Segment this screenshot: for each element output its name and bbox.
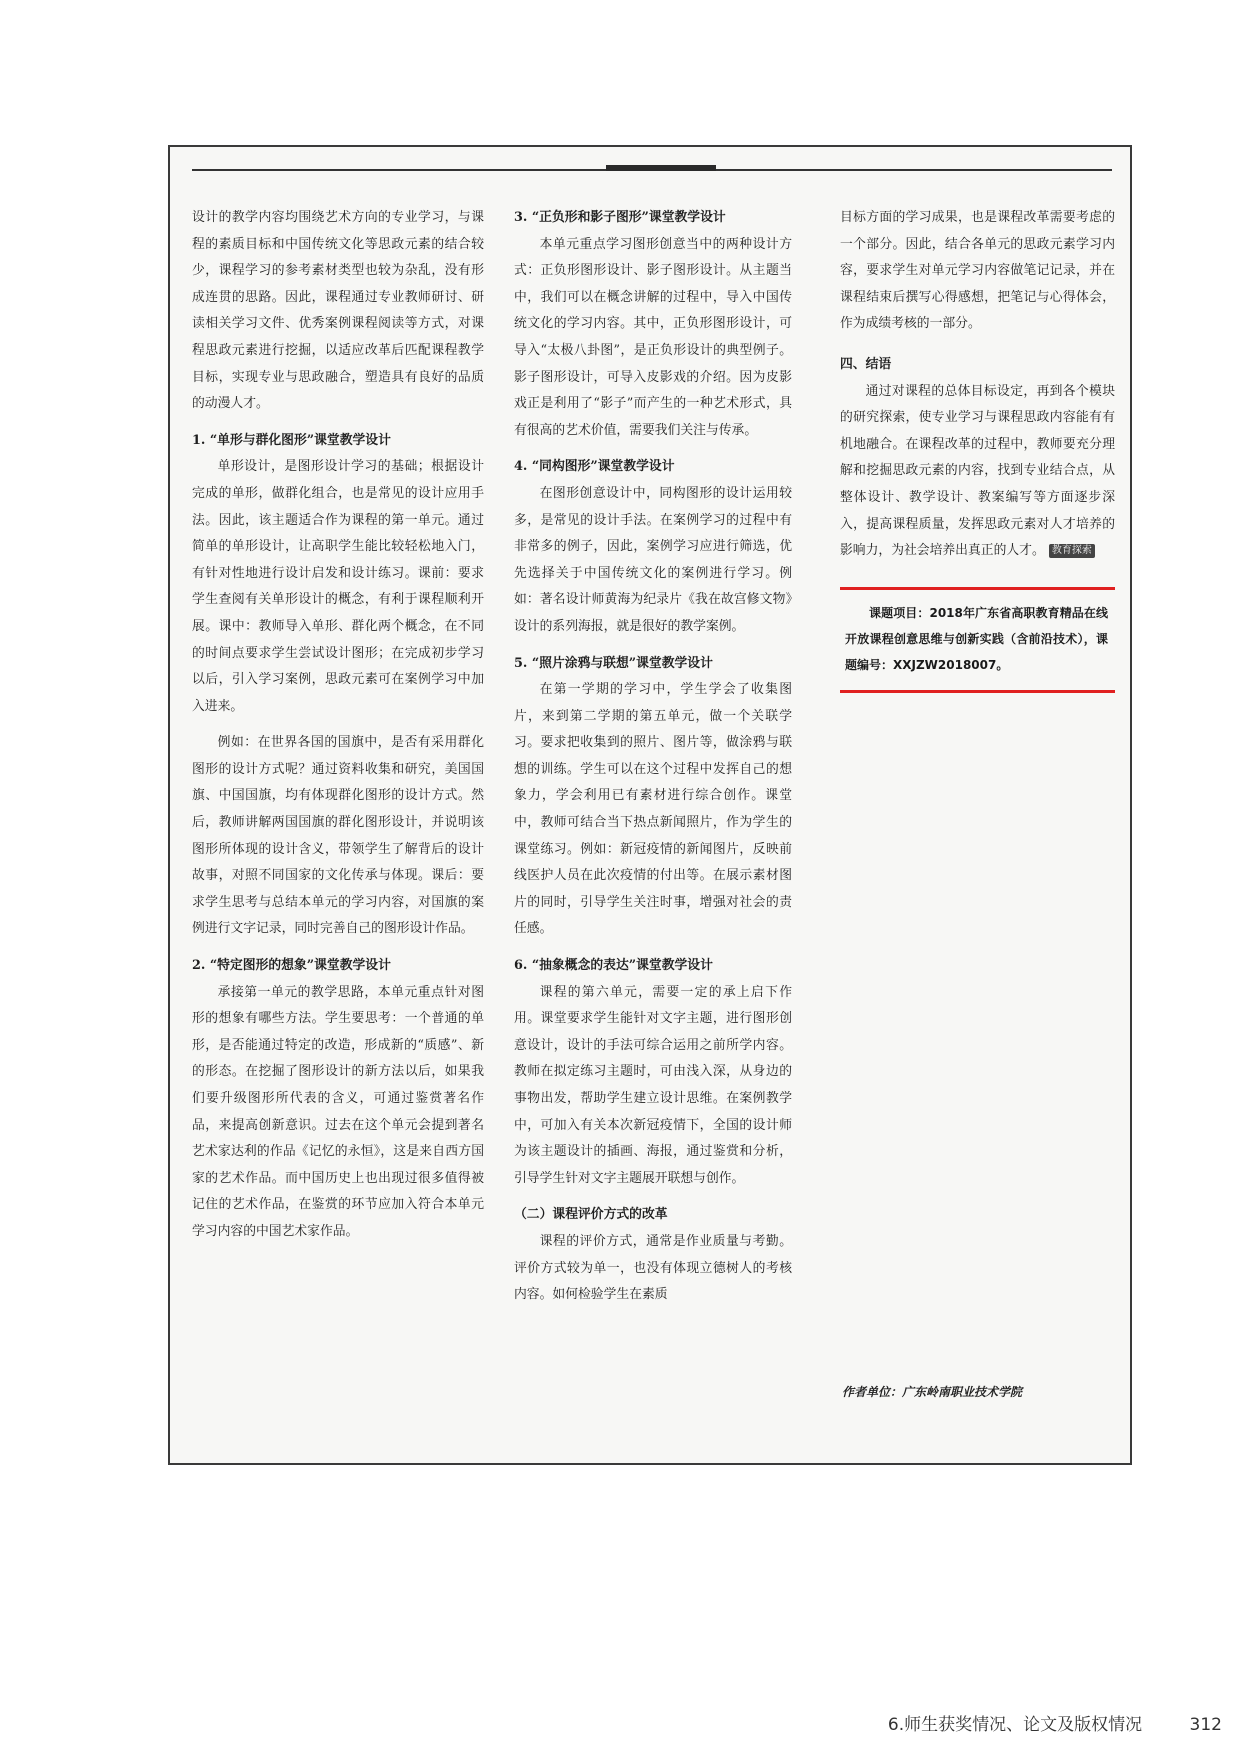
- paragraph: 课程的评价方式，通常是作业质量与考勤。评价方式较为单一，也没有体现立德树人的考核内容。如何检验学生在素质: [514, 1233, 792, 1303]
- section-heading: 1. “单形与群化图形”课堂教学设计: [192, 432, 391, 448]
- text-column-2: [514, 205, 792, 1433]
- page-footer: [888, 1710, 1222, 1735]
- section-heading: 5. “照片涂鸦与联想”课堂教学设计: [514, 655, 713, 671]
- footer-section-title: 6.师生获奖情况、论文及版权情况: [887, 1715, 1143, 1735]
- author-unit: 作者单位：广东岭南职业技术学院: [842, 1385, 1023, 1399]
- section-heading: 2. “特定图形的想象”课堂教学设计: [192, 958, 391, 974]
- paragraph: 目标方面的学习成果，也是课程改革需要考虑的一个部分。因此，结合各单元的思政元素学习内容，要求学生对单元学习内容做笔记记录，并在课程结束后撰写心得感想，把笔记与心得体会，作为成绩考核的一部分。: [840, 210, 1115, 332]
- paragraph: 例如：在世界各国的国旗中，是否有采用群化图形的设计方式呢？通过资料收集和研究，美国国旗、中国国旗，均有体现群化图形的设计方式。然后，教师讲解两国国旗的群化图形设计，并说明该图形所体现的设计含义，带领学生了解背后的设计故事，对照不同国家的文化传承与体现。课后：要求学生思考与总结本单元的学习内容，对国旗的案例进行文字记录，同时完善自己的图形设计作品。: [192, 735, 484, 937]
- section-heading: 3. “正负形和影子图形”课堂教学设计: [514, 210, 726, 225]
- paragraph-text: 通过对课程的总体目标设定，再到各个模块的研究探索，使专业学习与课程思政内容能有有机地融合。在课程改革的过程中，教师要充分理解和挖掘思政元素的内容，找到专业结合点，从整体设计、教学设计、教案编写等方面逐步深入，提高课程质量，发挥思政元素对人才培养的影响力，为社会培养出真正的人才。: [840, 383, 1115, 559]
- section-heading: 6. “抽象概念的表达”课堂教学设计: [514, 958, 713, 974]
- paragraph: 在图形创意设计中，同构图形的设计运用较多，是常见的设计手法。在案例学习的过程中有非常多的例子，因此，案例学习应进行筛选，优先选择关于中国传统文化的案例进行学习。例如：著名设计师黄海为纪录片《我在故宫修文物》设计的系列海报，就是很好的教学案例。: [514, 485, 792, 634]
- fund-note-highlight-box: [840, 587, 1115, 693]
- section-heading: （二）课程评价方式的改革: [514, 1207, 668, 1223]
- section-heading: 四、结语: [840, 356, 892, 372]
- text-column-1: [192, 205, 484, 1433]
- end-tag: 教育探索: [1049, 544, 1095, 558]
- section-heading: 4. “同构图形”课堂教学设计: [514, 459, 675, 475]
- fund-note: 课题项目：2018年广东省高职教育精品在线开放课程创意思维与创新实践（含前沿技术），课题编号：XXJZW2018007。: [845, 605, 1108, 672]
- page-number: 312: [1189, 1715, 1222, 1735]
- paragraph: 设计的教学内容均围绕艺术方向的专业学习，与课程的素质目标和中国传统文化等思政元素的结合较少，课程学习的参考素材类型也较为杂乱，没有形成连贯的思路。因此，课程通过专业教师研讨、研读相关学习文件、优秀案例课程阅读等方式，对课程思政元素进行挖掘，以适应改革后匹配课程教学目标，实现专业与思政融合，塑造具有良好的品质的动漫人才。: [192, 210, 484, 412]
- text-column-3: [840, 205, 1115, 1433]
- paragraph: 承接第一单元的教学思路，本单元重点针对图形的想象有哪些方法。学生要思考：一个普通的单形，是否能通过特定的改造，形成新的“质感”、新的形态。在挖掘了图形设计的新方法以后，如果我们要升级图形所代表的含义，可通过鉴赏著名作品，来提高创新意识。过去在这个单元会提到著名艺术家达利的作品《记忆的永恒》，这是来自西方国家的艺术作品。而中国历史上也出现过很多值得被记住的艺术作品，在鉴赏的环节应加入符合本单元学习内容的中国艺术家作品。: [192, 984, 484, 1239]
- paragraph: 本单元重点学习图形创意当中的两种设计方式：正负形图形设计、影子图形设计。从主题当中，我们可以在概念讲解的过程中，导入中国传统文化的学习内容。其中，正负形图形设计，可导入“太极八卦图”，是正负形设计的典型例子。影子图形设计，可导入皮影戏的介绍。因为皮影戏正是利用了“影子”而产生的一种艺术形式，具有很高的艺术价值，需要我们关注与传承。: [514, 236, 792, 438]
- header-rule-mark: [606, 165, 716, 171]
- scanned-article-page: [168, 145, 1132, 1465]
- paragraph: 在第一学期的学习中，学生学会了收集图片，来到第二学期的第五单元，做一个关联学习。要求把收集到的照片、图片等，做涂鸦与联想的训练。学生可以在这个过程中发挥自己的想象力，学会利用已有素材进行综合创作。课堂中，教师可结合当下热点新闻照片，作为学生的课堂练习。例如：新冠疫情的新闻图片，反映前线医护人员在此次疫情的付出等。在展示素材图片的同时，引导学生关注时事，增强对社会的责任感。: [514, 682, 792, 937]
- paragraph: [840, 379, 1115, 565]
- paragraph: 单形设计，是图形设计学习的基础；根据设计完成的单形，做群化组合，也是常见的设计应用手法。因此，该主题适合作为课程的第一单元。通过简单的单形设计，让高职学生能比较轻松地入门，有针对性地进行设计启发和设计练习。课前：要求学生查阅有关单形设计的概念，有利于课程顺利开展。课中：教师导入单形、群化两个概念，在不同的时间点要求学生尝试设计图形；在完成初步学习以后，引入学习案例，思政元素可在案例学习中加入进来。: [192, 459, 484, 714]
- paragraph: 课程的第六单元，需要一定的承上启下作用。课堂要求学生能针对文字主题，进行图形创意设计，设计的手法可综合运用之前所学内容。教师在拟定练习主题时，可由浅入深，从身边的事物出发，帮助学生建立设计思维。在案例教学中，可加入有关本次新冠疫情下，全国的设计师为该主题设计的插画、海报，通过鉴赏和分析，引导学生针对文字主题展开联想与创作。: [514, 984, 792, 1186]
